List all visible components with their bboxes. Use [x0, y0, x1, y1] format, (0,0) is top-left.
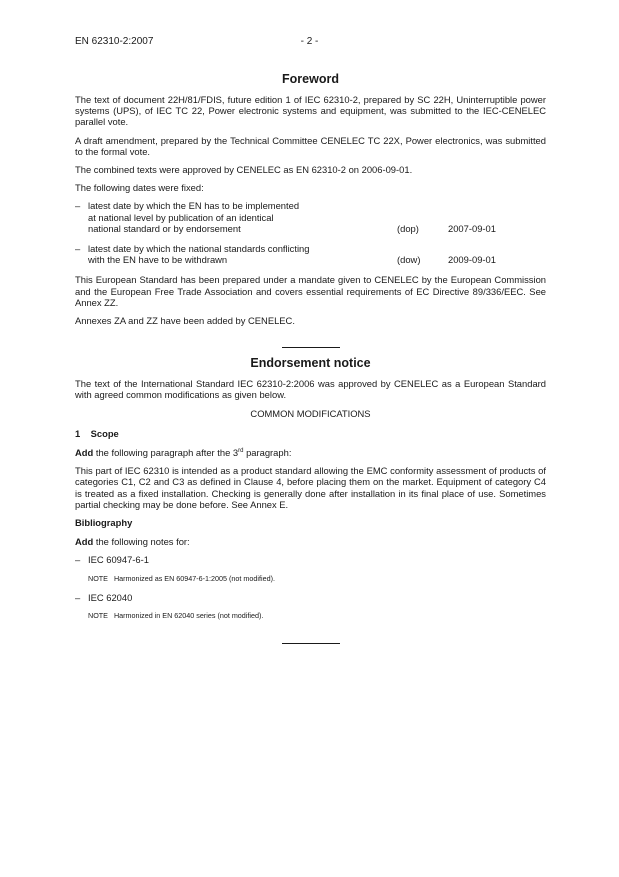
dates-list [75, 200, 546, 265]
date-item-line: at national level by publication of an identical [88, 211, 274, 223]
foreword-paragraph-1: The text of document 22H/81/FDIS, future edition 1 of IEC 62310-2, prepared by SC 22H, Uninterruptible power systems (UPS), of IEC TC 22, Power electronic systems and equipment, was submitted to the IEC-CENELEC parallel vote. [75, 94, 546, 128]
note-label: NOTE [88, 610, 108, 620]
date-item-text [88, 200, 348, 234]
bibliography-note [88, 611, 546, 620]
bibliography-note [88, 574, 546, 583]
notes-instruction-text: the following notes for: [93, 536, 190, 548]
date-item-dop [75, 200, 546, 234]
list-dash: – [75, 243, 81, 255]
ordinal-suffix: rd [238, 447, 244, 454]
foreword-paragraph-5: This European Standard has been prepared under a mandate given to CENELEC by the European Commission and the European Free Trade Association and covers essential requirements of EC Directive 89/336/EEC. See Annex ZZ. [75, 274, 546, 308]
bibliography-reference: IEC 62040 [88, 591, 133, 603]
date-item-line: latest date by which the national standards conflicting [88, 243, 310, 255]
foreword-paragraph-6: Annexes ZA and ZZ have been added by CENELEC. [75, 315, 295, 327]
date-item-line: latest date by which the EN has to be implemented [88, 200, 300, 212]
bibliography-item [75, 592, 546, 603]
date-value: 2007-09-01 [448, 222, 496, 234]
list-dash: – [75, 200, 81, 212]
note-label: NOTE [88, 573, 108, 583]
add-text: the following paragraph after the 3 [93, 447, 239, 459]
page-number: - 2 - [300, 36, 319, 47]
notes-instruction [75, 536, 546, 547]
foreword-paragraph-2: A draft amendment, prepared by the Technical Committee CENELEC TC 22X, Power electronics, was submitted to the formal vote. [75, 134, 546, 157]
add-label: Add [75, 536, 94, 548]
add-instruction [75, 447, 546, 458]
foreword-paragraph-4: The following dates were fixed: [75, 182, 204, 194]
end-divider [282, 643, 340, 644]
date-item-line: national standard or by endorsement [88, 222, 241, 234]
foreword-paragraph-3: The combined texts were approved by CENELEC as EN 62310-2 on 2006-09-01. [75, 164, 413, 176]
date-abbreviation: (dop) [397, 222, 419, 234]
bibliography-item [75, 554, 546, 565]
bibliography-heading: Bibliography [75, 517, 133, 529]
date-item-dow [75, 243, 546, 265]
endorsement-title: Endorsement notice [250, 356, 371, 371]
endorsement-paragraph: The text of the International Standard IEC 62310-2:2006 was approved by CENELEC as a European Standard with agreed common modifications as given below. [75, 378, 546, 401]
add-label: Add [75, 447, 94, 459]
common-modifications-heading: COMMON MODIFICATIONS [250, 407, 371, 419]
note-text: Harmonized as EN 60947-6-1:2005 (not modified). [113, 573, 275, 583]
date-value: 2009-09-01 [448, 254, 496, 266]
foreword-title: Foreword [282, 72, 339, 86]
list-dash: – [75, 554, 81, 566]
add-text-end: paragraph: [243, 447, 292, 459]
list-dash: – [75, 591, 81, 603]
note-text: Harmonized in EN 62040 series (not modified). [113, 610, 264, 620]
page-content [75, 72, 546, 644]
date-item-line: with the EN have to be withdrawn [88, 254, 228, 266]
date-abbreviation: (dow) [397, 254, 421, 266]
scope-heading: 1 Scope [75, 427, 119, 439]
date-item-text [88, 243, 348, 265]
bibliography-reference: IEC 60947-6-1 [88, 554, 149, 566]
scope-paragraph: This part of IEC 62310 is intended as a product standard allowing the EMC conformity assessment of products of categories C1, C2 and C3 as defined in Clause 4, before placing them on the market. Equipment of category C4 is treated as a fixed installation. Checking is generally done after installation in its final place of use. Sometimes partial checking may be done before. See Annex E. [75, 465, 546, 510]
document-id: EN 62310-2:2007 [75, 36, 154, 47]
